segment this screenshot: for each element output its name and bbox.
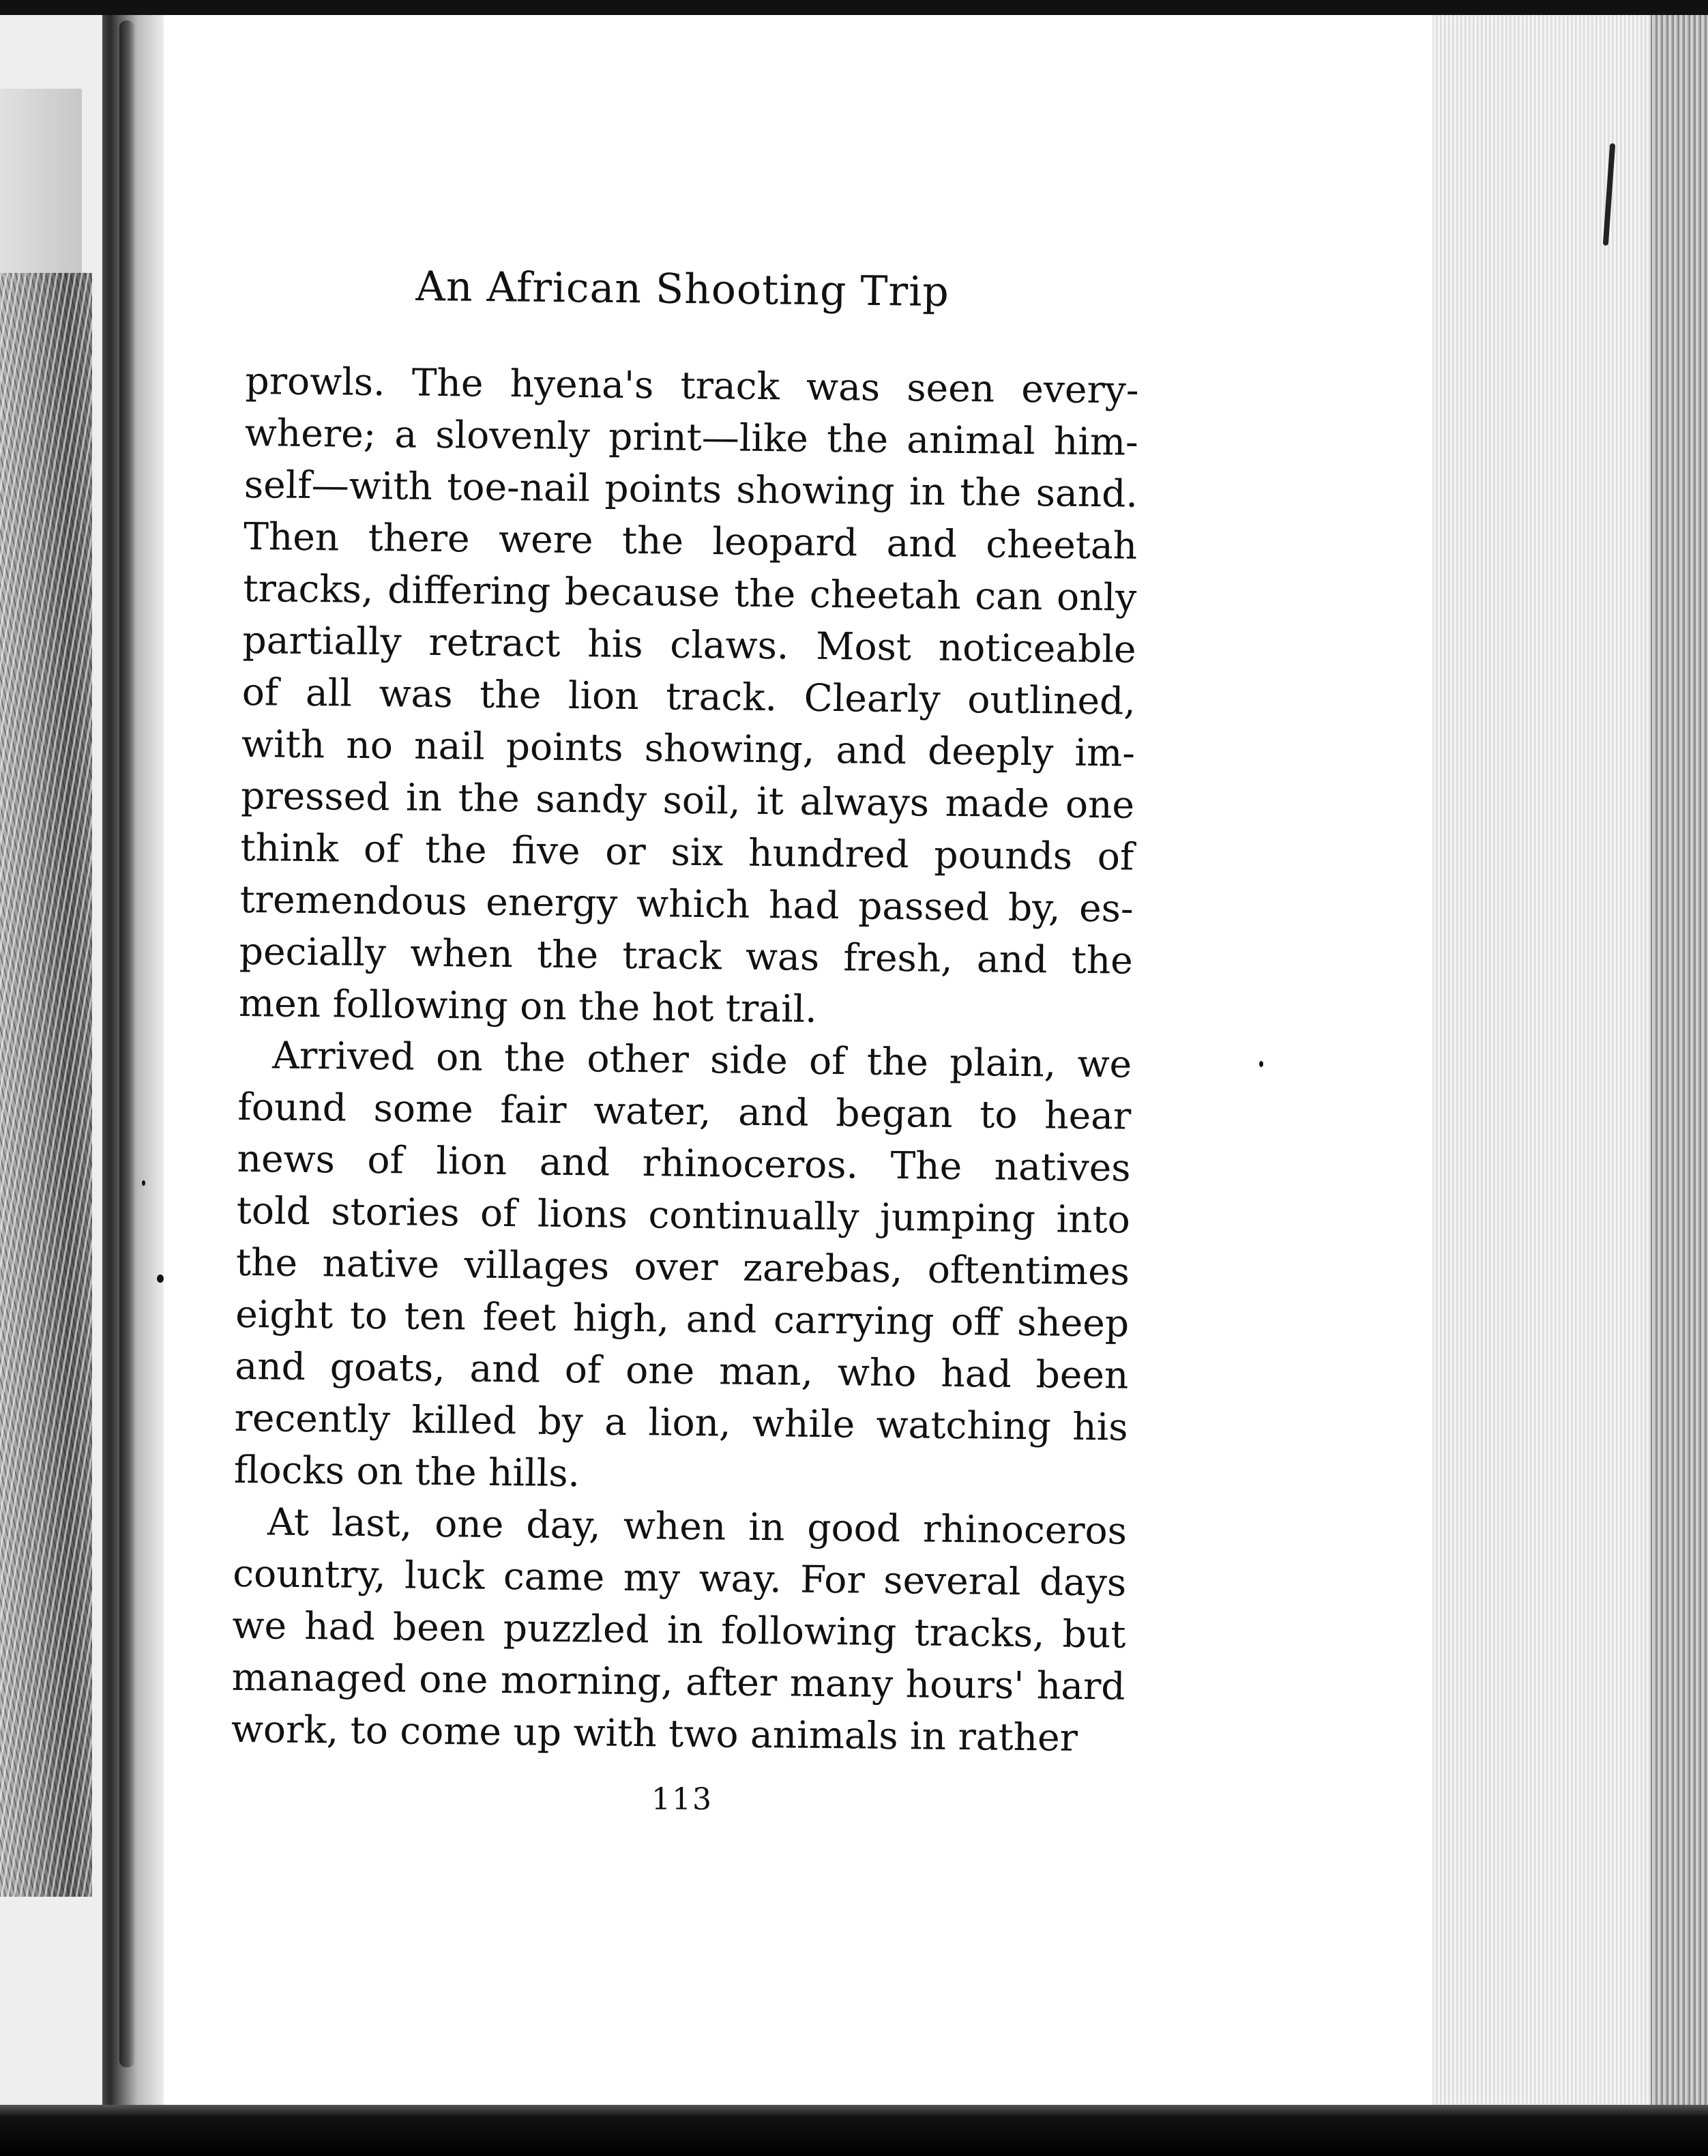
text-line: think of the five or six hundred pounds of: [240, 825, 1134, 879]
facing-page-photo-sky: [0, 89, 82, 280]
text-line: eight to ten feet high, and carrying off sheep: [235, 1292, 1130, 1345]
scan-speck: [1259, 1061, 1263, 1067]
text-line: pecially when the track was fresh, and the: [239, 929, 1134, 982]
text-line: recently killed by a lion, while watching his: [234, 1395, 1128, 1449]
text-line: we had been puzzled in following tracks, but: [232, 1603, 1126, 1657]
gutter-binding: [119, 20, 134, 2067]
text-line: At last, one day, when in good rhinoceros: [267, 1500, 1128, 1553]
facing-page: [0, 0, 102, 2108]
text-line: and goats, and of one man, who had been: [235, 1343, 1129, 1397]
text-line: work, to come up with two animals in rather: [231, 1706, 1078, 1760]
facing-page-photo: [0, 273, 92, 1897]
body-text: [231, 355, 1139, 1764]
text-line: partially retract his claws. Most noticeable: [242, 617, 1136, 671]
text-line: tremendous energy which had passed by, es-: [239, 877, 1134, 931]
text-line: managed one morning, after many hours' hard: [231, 1655, 1125, 1708]
text-line: news of lion and rhinoceros. The natives: [237, 1136, 1131, 1190]
text-line: prowls. The hyena's track was seen every-: [245, 358, 1139, 412]
page-edges-outer: [1651, 12, 1708, 2107]
text-line: country, luck came my way. For several days: [232, 1551, 1127, 1605]
text-line: found some fair water, and began to hear: [237, 1084, 1132, 1138]
scan-speck: [157, 1274, 164, 1283]
text-line: Arrived on the other side of the plain, we: [271, 1033, 1132, 1086]
scan-bottom-edge: [0, 2105, 1708, 2156]
text-line: with no nail points showing, and deeply im-: [241, 721, 1136, 775]
scan-speck: [142, 1180, 145, 1186]
text-line: of all was the lion track. Clearly outlined,: [241, 669, 1136, 723]
scan-top-edge: [0, 0, 1708, 15]
text-line: told stories of lions continually jumping into: [236, 1188, 1131, 1242]
text-line: Then there were the leopard and cheetah: [243, 514, 1138, 568]
text-line: where; a slovenly print—like the animal him-: [244, 410, 1138, 464]
text-line: pressed in the sandy soil, it always made one: [240, 773, 1135, 827]
text-line: flocks on the hills.: [233, 1447, 580, 1496]
text-line: tracks, differing because the cheetah can only: [243, 566, 1137, 620]
text-line: the native villages over zarebas, oftentimes: [235, 1240, 1130, 1294]
running-head: An African Shooting Trip: [415, 263, 950, 317]
page-number: 113: [651, 1782, 713, 1817]
text-line: men following on the hot trail.: [238, 980, 818, 1031]
text-line: self—with toe-nail points showing in the sand.: [244, 462, 1138, 516]
